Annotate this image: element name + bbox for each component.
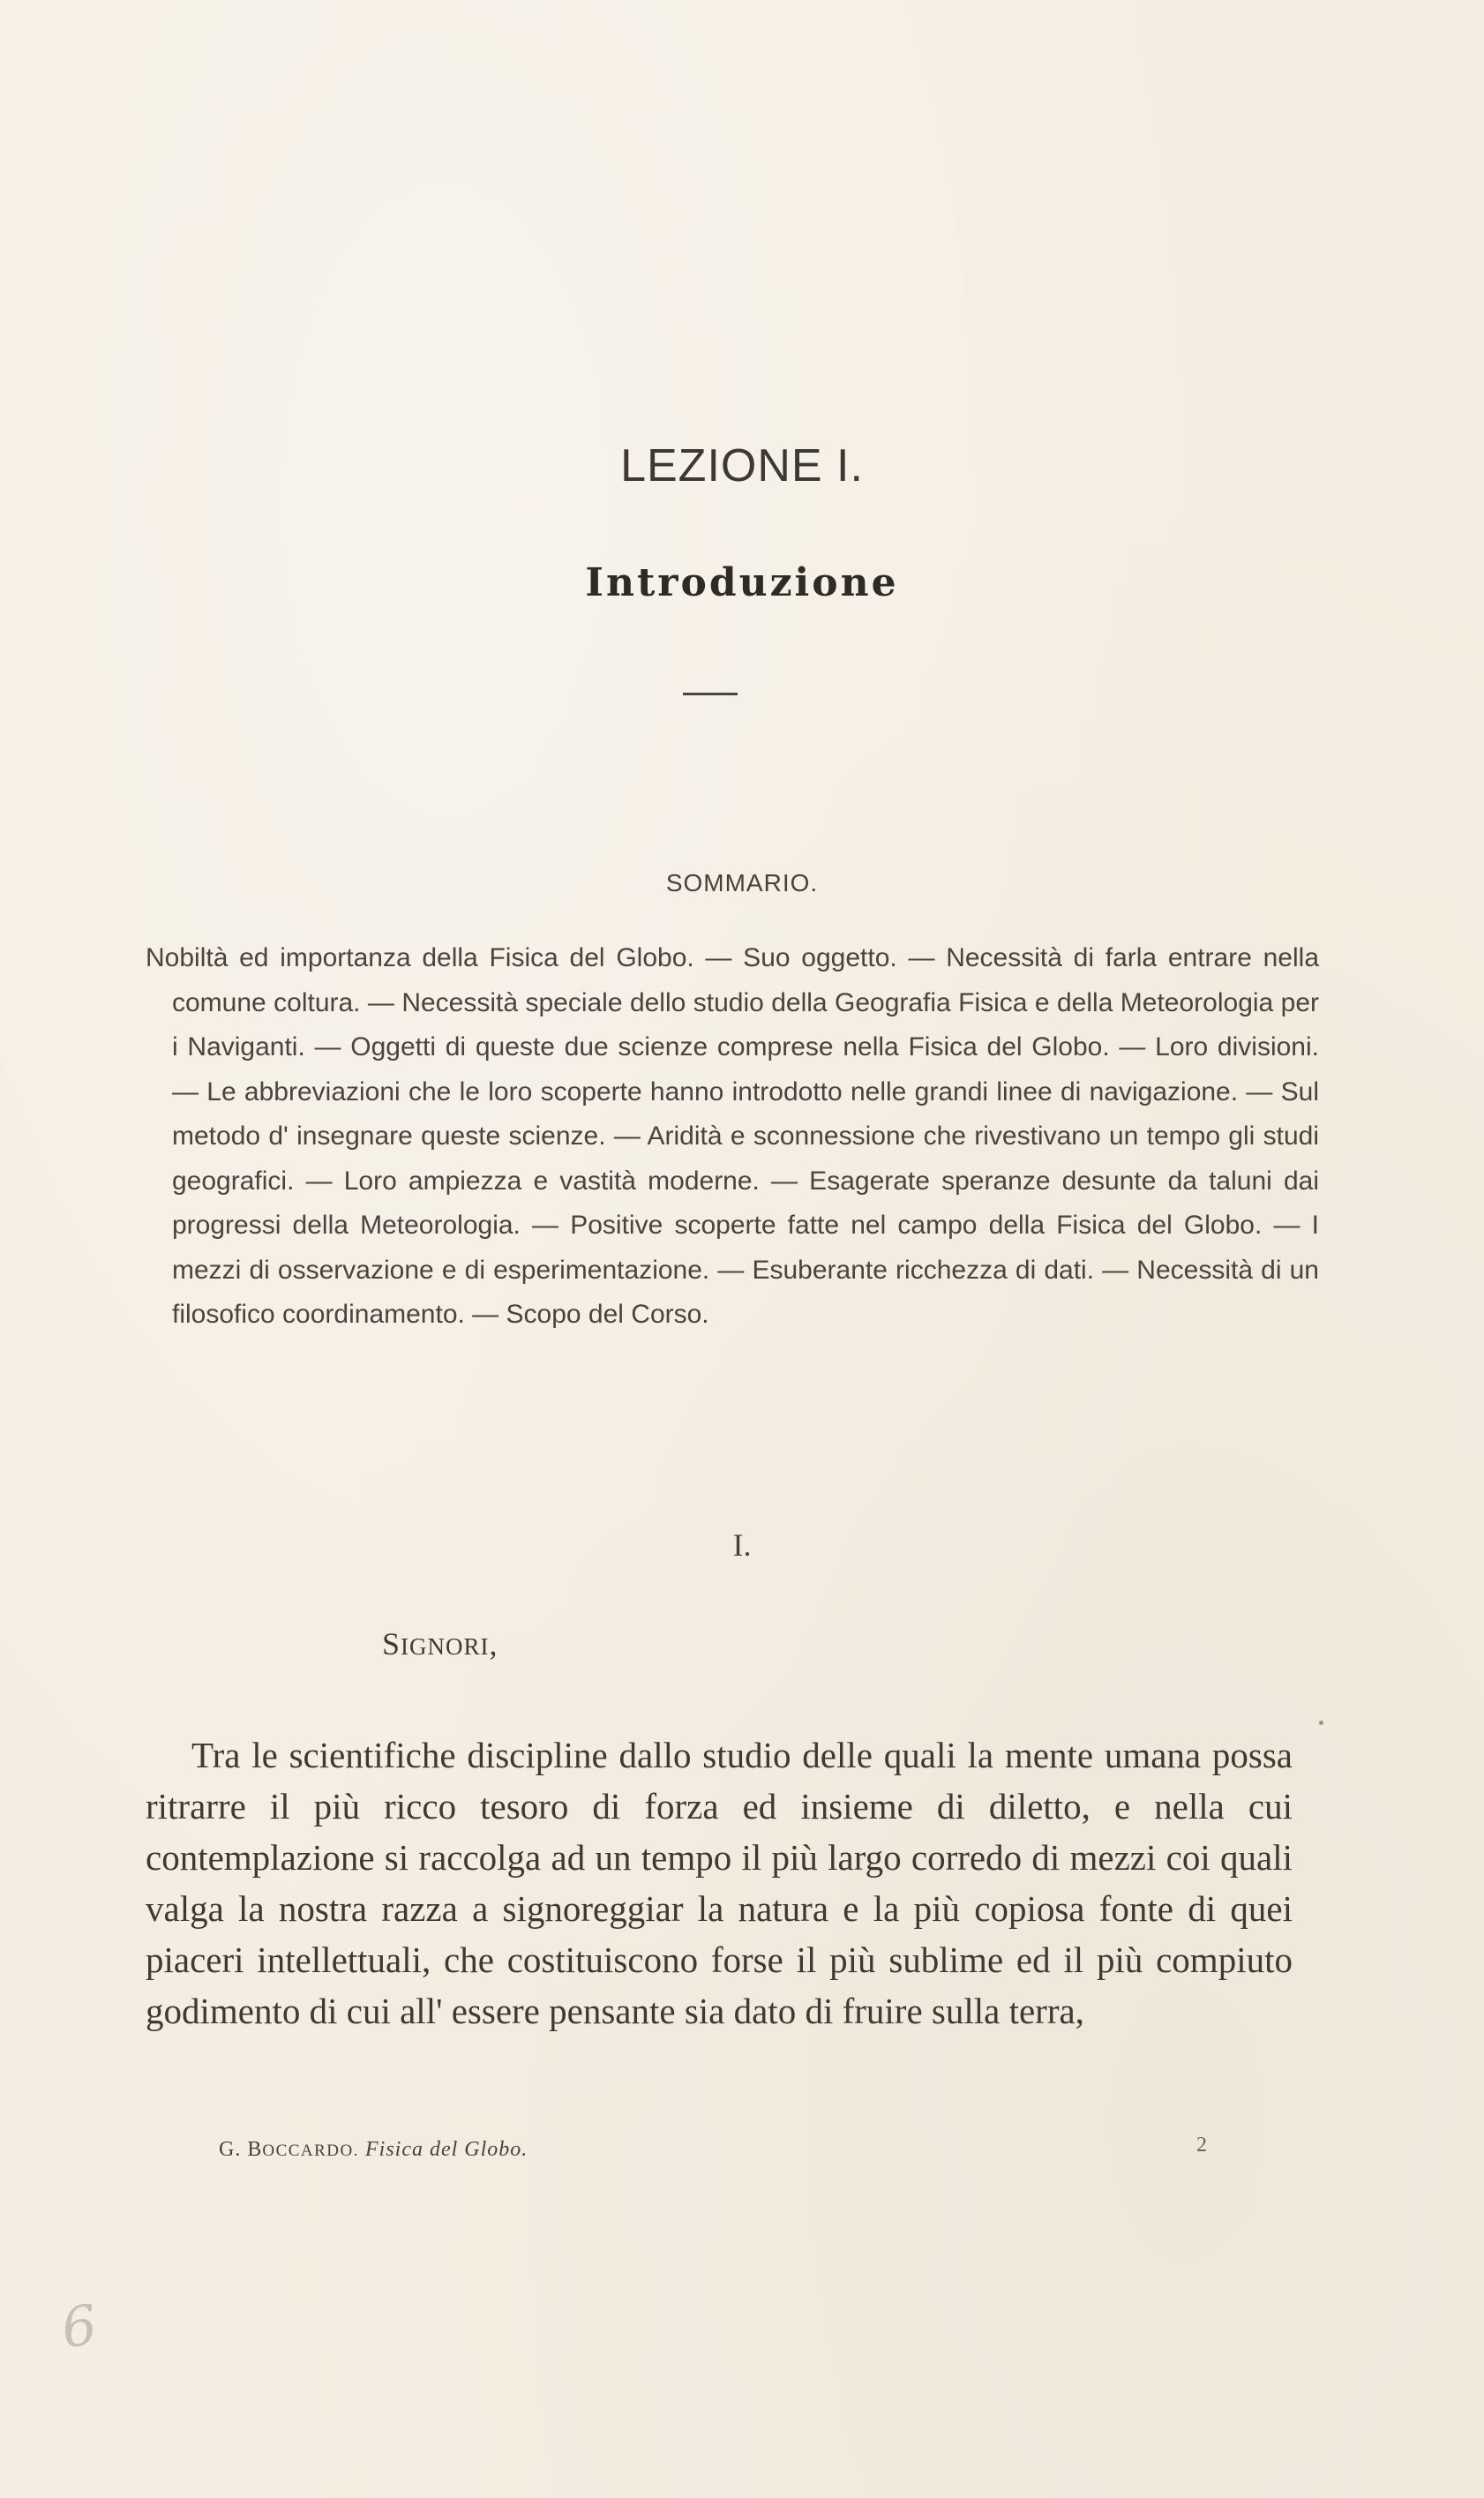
footer-author-rest: OCCARDO. (262, 2142, 359, 2160)
lesson-title: LEZIONE I. (620, 440, 864, 491)
page-footer (219, 2138, 1278, 2162)
title-divider (683, 693, 738, 695)
signature-mark: 2 (1196, 2134, 1207, 2157)
summary-paragraph: Nobiltà ed importanza della Fisica del Globo. — Suo oggetto. — Necessità di farla entrare nella comune coltura. — Necessità speciale dello studio della Geografia Fisica e della Meteorologia per i Naviganti. — Oggetti di queste due scienze comprese nella Fisica del Globo. — Loro divisioni. — Le abbreviazioni che le loro scoperte hanno introdotto nelle grandi linee di navigazione. — Sul metodo d' insegnare queste scienze. — Aridità e sconnessione che rivestivano un tempo gli studi geografici. — Loro ampiezza e vastità moderne. — Esagerate speranze desunte da taluni dai progressi della Meteorologia. — Positive scoperte fatte nel campo della Fisica del Globo. — I mezzi di osservazione e di esperimentazione. — Esuberante ricchezza di dati. — Necessità di un filosofico coordinamento. — Scopo del Corso. (146, 943, 1319, 1329)
body-paragraph: Tra le scientifiche discipline dallo studio delle quali la mente umana possa ritrarre il più ricco tesoro di forza ed insieme di diletto, e nella cui contemplazione si raccolga ad un tempo il più largo corredo di mezzi coi quali valga la nostra razza a signoreggiar la natura e la più copiosa fonte di quei piaceri intellettuali, che costituiscono forse il più sublime ed il più compiuto godimento di cui all' essere pensante sia dato di fruire sulla terra, (146, 1735, 1293, 2031)
footer-book-title: Fisica del Globo. (365, 2138, 528, 2161)
section-number: I. (732, 1527, 752, 1563)
footer-author (219, 2138, 359, 2161)
salutation-rest: IGNORI (401, 1633, 490, 1660)
salutation-punctuation: , (489, 1626, 498, 1662)
summary-heading: SOMMARIO. (665, 869, 819, 896)
salutation-initial: S (382, 1626, 401, 1662)
pencil-annotation: 6 (57, 2292, 101, 2361)
chapter-title: Introduzione (585, 560, 899, 605)
footer-author-initial: G. B (219, 2138, 263, 2161)
ink-speck (1319, 1721, 1323, 1725)
salutation (382, 1625, 498, 1662)
